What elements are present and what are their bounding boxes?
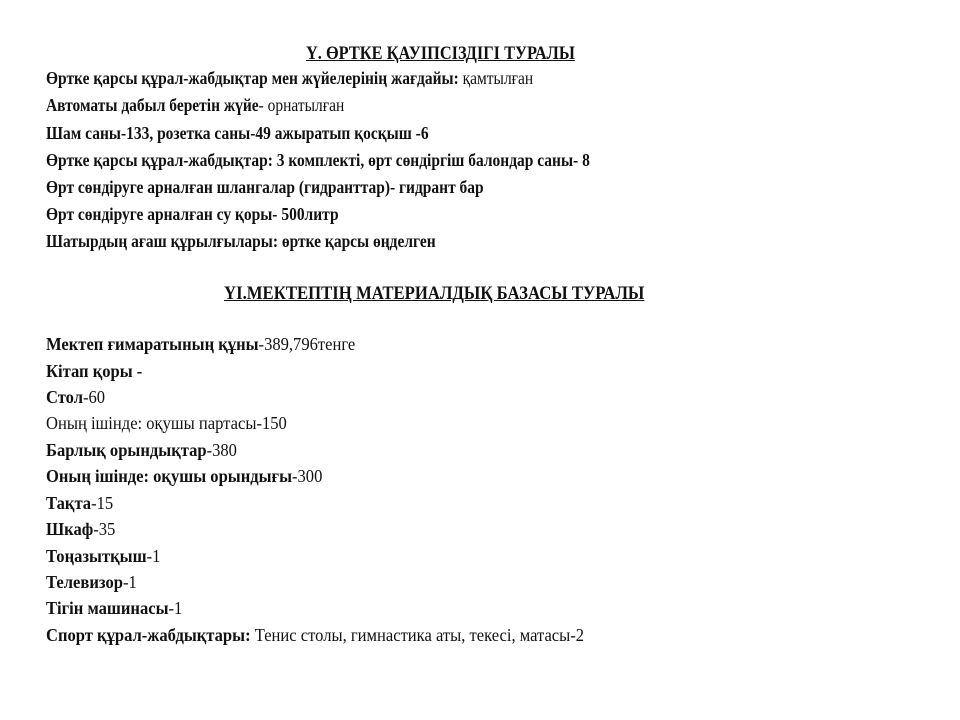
line-label: Автоматы дабыл беретін жүйе (46, 95, 259, 115)
line-label: Телевизор (46, 572, 123, 592)
line-label: Тоңазытқыш (46, 546, 147, 566)
blackboards (46, 493, 113, 514)
line-value: Оның ішінде: оқушы партасы-150 (46, 413, 287, 433)
line-value: -300 (292, 466, 323, 486)
line-value: -35 (93, 519, 116, 539)
cabinets (46, 519, 115, 540)
line-value: Тенис столы, гимнастика аты, текесі, матасы-2 (250, 625, 585, 645)
line-label: Шкаф (46, 519, 94, 539)
line-value: -15 (91, 493, 114, 513)
line-value: -1 (146, 546, 161, 566)
line-value: -380 (206, 440, 237, 460)
tables (46, 387, 105, 408)
line-value: -60 (83, 387, 106, 407)
line-label: Өрт сөндіруге арналған су қоры- 500литр (46, 204, 339, 224)
line-label: Мектеп ғимаратының құны (46, 334, 259, 354)
line-value: -1 (168, 598, 183, 618)
sewing-machine (46, 598, 182, 619)
fire-safety-heading: Ү. ӨРТКЕ ҚАУІПСІЗДІГІ ТУРАЛЫ (306, 43, 575, 64)
line-value: қамтылған (458, 68, 534, 88)
fire-extinguishers (46, 150, 590, 171)
television (46, 572, 137, 593)
line-label: Кітап қоры - (46, 361, 143, 381)
material-base-heading: ҮІ.МЕКТЕПТІҢ МАТЕРИАЛДЫҚ БАЗАСЫ ТУРАЛЫ (224, 283, 645, 304)
line-label: Өрт сөндіруге арналған шлангалар (гидранттар)- гидрант бар (46, 177, 484, 197)
building-value (46, 334, 355, 355)
line-label: Шатырдың ағаш құрылғылары: өртке қарсы өңделген (46, 231, 436, 251)
sports-equipment (46, 625, 584, 646)
line-label: Оның ішінде: оқушы орындығы (46, 466, 293, 486)
roof-wood-treatment (46, 231, 436, 252)
lamps-sockets-switches (46, 123, 429, 144)
line-label: Тігін машинасы (46, 598, 169, 618)
line-value: - орнатылған (258, 95, 345, 115)
refrigerator (46, 546, 160, 567)
line-label: Стол (46, 387, 84, 407)
hydrants (46, 177, 484, 198)
water-reserve (46, 204, 339, 225)
all-chairs (46, 440, 237, 461)
line-label: Спорт құрал-жабдықтары: (46, 625, 251, 645)
line-label: Өртке қарсы құрал-жабдықтар мен жүйелерінің жағдайы: (46, 68, 459, 88)
line-value: -389,796тенге (258, 334, 356, 354)
line-label: Барлық орындықтар (46, 440, 207, 460)
line-label: Тақта (46, 493, 92, 513)
line-label: Шам саны-133, розетка саны-49 ажыратып қосқыш -6 (46, 123, 429, 143)
line-value: -1 (122, 572, 137, 592)
line-label: Өртке қарсы құрал-жабдықтар: 3 комплекті, өрт сөндіргіш балондар саны- 8 (46, 150, 590, 170)
alarm-system (46, 95, 344, 116)
fire-equipment-status (46, 68, 533, 89)
student-chairs (46, 466, 322, 487)
student-desks (46, 413, 287, 434)
library-fund (46, 361, 142, 382)
